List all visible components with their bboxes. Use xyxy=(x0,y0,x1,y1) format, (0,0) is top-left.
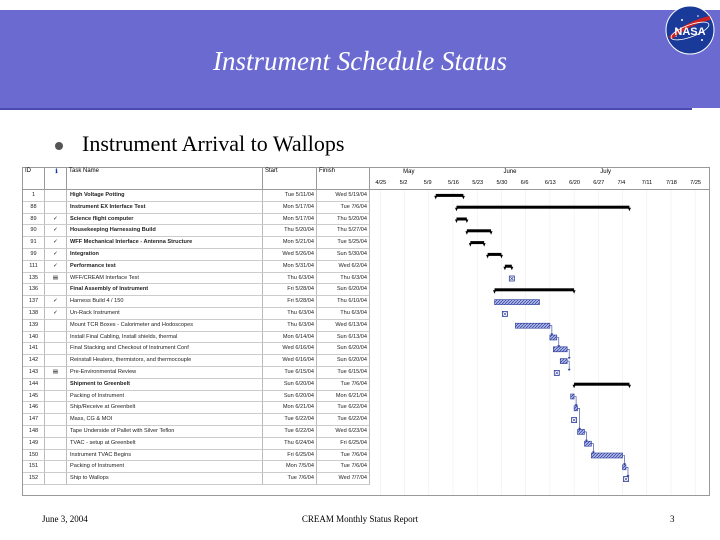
task-name: Ship/Receive at Greenbelt xyxy=(67,402,263,414)
task-indicator-icon: ✓ xyxy=(45,237,67,249)
table-row[interactable] xyxy=(23,225,370,237)
task-name: Housekeeping Harnessing Build xyxy=(67,225,263,237)
task-indicator-icon: ✓ xyxy=(45,261,67,273)
dependency-arrow xyxy=(568,357,571,359)
dependency-link xyxy=(578,408,580,430)
task-indicator-icon xyxy=(45,379,67,391)
gantt-sheet xyxy=(22,167,710,496)
task-bar xyxy=(550,335,557,340)
task-name: Tape Underside of Pallet with Silver Teflon xyxy=(67,426,263,438)
task-finish: Thu 6/3/04 xyxy=(317,273,370,285)
task-name: WFF/CREAM Interface Test xyxy=(67,273,263,285)
task-name: Mount TCR Boxes - Calorimeter and Hodoscopes xyxy=(67,320,263,332)
task-bar xyxy=(560,359,567,364)
task-start: Thu 6/3/04 xyxy=(263,308,317,320)
timescale-header xyxy=(370,168,709,190)
task-name: Harness Build 4 / 150 xyxy=(67,296,263,308)
task-name: Final Assembly of Instrument xyxy=(67,284,263,296)
task-bar xyxy=(553,347,567,352)
summary-bar-end-cap xyxy=(500,255,503,259)
task-indicator-icon xyxy=(45,343,67,355)
task-id: 150 xyxy=(23,450,45,462)
task-start: Tue 6/22/04 xyxy=(263,426,317,438)
task-indicator-icon xyxy=(45,461,67,473)
task-indicator-icon: ✓ xyxy=(45,214,67,226)
task-bar xyxy=(591,453,622,458)
header-start: Start xyxy=(263,168,317,190)
task-name: Packing of Instrument xyxy=(67,391,263,403)
task-indicator-icon xyxy=(45,320,67,332)
task-name: TVAC - setup at Greenbelt xyxy=(67,438,263,450)
task-finish: Sun 6/13/04 xyxy=(317,332,370,344)
task-name: Instrument TVAC Begins xyxy=(67,450,263,462)
task-start: Tue 6/22/04 xyxy=(263,414,317,426)
task-start: Tue 7/6/04 xyxy=(263,473,317,485)
task-id: 146 xyxy=(23,402,45,414)
task-start: Sun 6/20/04 xyxy=(263,391,317,403)
table-row[interactable] xyxy=(23,332,370,344)
task-indicator-icon xyxy=(45,202,67,214)
footer-date: June 3, 2004 xyxy=(42,514,88,524)
task-bar xyxy=(515,323,550,328)
task-id: 152 xyxy=(23,473,45,485)
task-finish: Wed 6/13/04 xyxy=(317,320,370,332)
timescale-week: 5/9 xyxy=(423,180,432,186)
timescale-week: 7/25 xyxy=(690,180,702,186)
table-row[interactable] xyxy=(23,391,370,403)
timescale-week: 6/27 xyxy=(593,180,605,186)
task-indicator-icon: ✓ xyxy=(45,308,67,320)
summary-bar-end-cap xyxy=(628,385,631,389)
task-start: Fri 5/28/04 xyxy=(263,296,317,308)
task-indicator-icon xyxy=(45,414,67,426)
summary-bar-start-cap xyxy=(455,208,458,212)
task-indicator-icon xyxy=(45,391,67,403)
task-id: 148 xyxy=(23,426,45,438)
task-name: Un-Rack Instrument xyxy=(67,308,263,320)
summary-bar-end-cap xyxy=(465,220,468,224)
task-start: Mon 6/21/04 xyxy=(263,402,317,414)
task-id: 90 xyxy=(23,225,45,237)
table-row[interactable] xyxy=(23,450,370,462)
task-indicator-icon: ▤ xyxy=(45,273,67,285)
task-bar xyxy=(571,394,574,399)
table-row[interactable] xyxy=(23,296,370,308)
task-bar xyxy=(578,429,585,434)
task-id: 143 xyxy=(23,367,45,379)
summary-bar-start-cap xyxy=(503,267,506,271)
task-finish: Thu 5/20/04 xyxy=(317,214,370,226)
slide-title: Instrument Schedule Status xyxy=(213,46,507,76)
summary-bar-start-cap xyxy=(455,220,458,224)
task-finish: Tue 7/6/04 xyxy=(317,202,370,214)
task-start: Wed 6/16/04 xyxy=(263,355,317,367)
summary-bar-start-cap xyxy=(469,243,472,247)
task-start: Mon 5/17/04 xyxy=(263,214,317,226)
task-name: WFF Mechanical Interface - Antenna Structure xyxy=(67,237,263,249)
summary-bar xyxy=(436,194,464,197)
summary-bar xyxy=(488,253,502,256)
task-id: 111 xyxy=(23,261,45,273)
table-row[interactable] xyxy=(23,355,370,367)
task-start: Thu 5/20/04 xyxy=(263,225,317,237)
table-row[interactable] xyxy=(23,473,370,485)
summary-bar-start-cap xyxy=(434,196,437,200)
task-bar xyxy=(623,465,626,470)
task-start: Thu 6/24/04 xyxy=(263,438,317,450)
task-finish: Tue 7/6/04 xyxy=(317,379,370,391)
task-indicator-icon xyxy=(45,450,67,462)
task-name: Mass, CG & MOI xyxy=(67,414,263,426)
task-start: Tue 5/11/04 xyxy=(263,190,317,202)
table-row[interactable] xyxy=(23,249,370,261)
svg-text:NASA: NASA xyxy=(674,26,706,38)
task-finish: Tue 6/22/04 xyxy=(317,414,370,426)
timescale-week: 6/20 xyxy=(569,180,580,186)
task-start: Thu 6/3/04 xyxy=(263,320,317,332)
task-id: 136 xyxy=(23,284,45,296)
task-start: Tue 6/15/04 xyxy=(263,367,317,379)
task-id: 145 xyxy=(23,391,45,403)
footer-report-title: CREAM Monthly Status Report xyxy=(301,514,419,524)
table-row[interactable] xyxy=(23,461,370,473)
task-name: Pre-Environmental Review xyxy=(67,367,263,379)
task-indicator-icon xyxy=(45,473,67,485)
task-name: Science flight computer xyxy=(67,214,263,226)
summary-bar-end-cap xyxy=(628,208,631,212)
task-start: Mon 6/14/04 xyxy=(263,332,317,344)
task-id: 151 xyxy=(23,461,45,473)
task-indicator-icon xyxy=(45,426,67,438)
task-start: Fri 6/25/04 xyxy=(263,450,317,462)
summary-bar xyxy=(467,229,491,232)
timescale-week: 4/25 xyxy=(375,180,387,186)
task-finish: Tue 6/15/04 xyxy=(317,367,370,379)
task-indicator-icon xyxy=(45,438,67,450)
task-indicator-icon xyxy=(45,190,67,202)
task-indicator-icon: ▤ xyxy=(45,367,67,379)
task-finish: Fri 6/25/04 xyxy=(317,438,370,450)
summary-bar xyxy=(456,218,466,221)
task-name: Reinstall Heaters, thermistors, and thermocouple xyxy=(67,355,263,367)
task-id: 135 xyxy=(23,273,45,285)
task-start: Mon 5/31/04 xyxy=(263,261,317,273)
table-row[interactable] xyxy=(23,273,370,285)
table-row[interactable] xyxy=(23,414,370,426)
task-start: Thu 6/3/04 xyxy=(263,273,317,285)
task-finish: Tue 7/6/04 xyxy=(317,461,370,473)
task-id: 89 xyxy=(23,214,45,226)
task-bar xyxy=(495,300,540,305)
task-id: 140 xyxy=(23,332,45,344)
summary-bar-end-cap xyxy=(510,267,513,271)
timescale-month: June xyxy=(503,169,517,175)
task-finish: Wed 6/23/04 xyxy=(317,426,370,438)
timescale-month: July xyxy=(600,169,611,175)
table-row[interactable] xyxy=(23,202,370,214)
task-start: Fri 5/28/04 xyxy=(263,284,317,296)
timescale-week: 6/6 xyxy=(520,180,529,186)
task-finish: Sun 5/30/04 xyxy=(317,249,370,261)
task-finish: Tue 6/22/04 xyxy=(317,402,370,414)
table-row[interactable] xyxy=(23,379,370,391)
task-finish: Sun 6/20/04 xyxy=(317,284,370,296)
summary-bar-end-cap xyxy=(483,243,486,247)
task-id: 91 xyxy=(23,237,45,249)
task-finish: Thu 5/27/04 xyxy=(317,225,370,237)
task-indicator-icon xyxy=(45,402,67,414)
task-id: 137 xyxy=(23,296,45,308)
table-row[interactable] xyxy=(23,402,370,414)
nasa-logo xyxy=(664,4,716,56)
timescale-week: 7/18 xyxy=(665,180,677,186)
table-row[interactable] xyxy=(23,284,370,296)
table-row[interactable] xyxy=(23,237,370,249)
table-row[interactable] xyxy=(23,190,370,202)
table-row[interactable] xyxy=(23,261,370,273)
summary-bar-start-cap xyxy=(573,385,576,389)
table-row[interactable] xyxy=(23,438,370,450)
task-name: Performance test xyxy=(67,261,263,273)
task-finish: Sun 6/20/04 xyxy=(317,343,370,355)
banner-underline xyxy=(0,108,692,110)
task-finish: Mon 6/21/04 xyxy=(317,391,370,403)
task-start: Sun 6/20/04 xyxy=(263,379,317,391)
summary-bar-start-cap xyxy=(486,255,489,259)
task-bar xyxy=(574,406,577,411)
task-finish: Thu 6/10/04 xyxy=(317,296,370,308)
task-name: Instrument EX Interface Test xyxy=(67,202,263,214)
timescale-week: 6/13 xyxy=(544,180,556,186)
task-id: 1 xyxy=(23,190,45,202)
task-id: 142 xyxy=(23,355,45,367)
task-id: 138 xyxy=(23,308,45,320)
task-finish: Tue 5/25/04 xyxy=(317,237,370,249)
summary-bar xyxy=(495,288,575,291)
task-finish: Wed 6/2/04 xyxy=(317,261,370,273)
task-finish: Thu 6/3/04 xyxy=(317,308,370,320)
task-id: 149 xyxy=(23,438,45,450)
task-indicator-icon: ✓ xyxy=(45,225,67,237)
summary-bar xyxy=(470,241,484,244)
bullet-dot xyxy=(55,142,63,150)
task-indicator-icon xyxy=(45,284,67,296)
task-id: 88 xyxy=(23,202,45,214)
summary-bar-start-cap xyxy=(465,231,468,235)
table-row[interactable] xyxy=(23,320,370,332)
task-start: Mon 5/17/04 xyxy=(263,202,317,214)
table-row[interactable] xyxy=(23,426,370,438)
gantt-chart xyxy=(370,190,709,495)
summary-bar-end-cap xyxy=(490,231,493,235)
task-indicator-icon: ✓ xyxy=(45,249,67,261)
header-indicator-icon: ℹ xyxy=(45,168,67,190)
task-start: Mon 7/5/04 xyxy=(263,461,317,473)
task-bar xyxy=(584,441,591,446)
task-indicator-icon: ✓ xyxy=(45,296,67,308)
summary-bar-end-cap xyxy=(573,290,576,294)
task-finish: Sun 6/20/04 xyxy=(317,355,370,367)
table-row[interactable] xyxy=(23,214,370,226)
task-start: Mon 5/21/04 xyxy=(263,237,317,249)
timescale-week: 5/23 xyxy=(472,180,484,186)
timescale-week: 5/2 xyxy=(399,180,408,186)
dependency-arrow xyxy=(568,369,571,371)
task-id: 141 xyxy=(23,343,45,355)
task-id: 139 xyxy=(23,320,45,332)
summary-bar-end-cap xyxy=(462,196,465,200)
timescale-week: 5/16 xyxy=(448,180,459,186)
task-name: Integration xyxy=(67,249,263,261)
task-name: Install Final Cabling, Install shields, thermal xyxy=(67,332,263,344)
task-id: 147 xyxy=(23,414,45,426)
task-finish: Wed 5/19/04 xyxy=(317,190,370,202)
table-row[interactable] xyxy=(23,308,370,320)
task-name: Ship to Wallops xyxy=(67,473,263,485)
footer-page-number: 3 xyxy=(670,514,675,524)
task-start: Wed 5/26/04 xyxy=(263,249,317,261)
timescale-week: 5/30 xyxy=(496,180,508,186)
table-row[interactable] xyxy=(23,343,370,355)
task-name: Final Stacking and Checkout of Instrument Conf xyxy=(67,343,263,355)
summary-bar-start-cap xyxy=(493,290,496,294)
header-task-name: Task Name xyxy=(67,168,263,190)
timescale-week: 7/11 xyxy=(641,180,653,186)
task-id: 99 xyxy=(23,249,45,261)
task-start: Wed 6/16/04 xyxy=(263,343,317,355)
header-finish: Finish xyxy=(317,168,370,190)
summary-bar xyxy=(456,206,629,209)
task-id: 144 xyxy=(23,379,45,391)
task-indicator-icon xyxy=(45,355,67,367)
task-name: High Voltage Potting xyxy=(67,190,263,202)
slide-subtitle: Instrument Arrival to Wallops xyxy=(82,131,345,156)
task-name: Shipment to Greenbelt xyxy=(67,379,263,391)
task-indicator-icon xyxy=(45,332,67,344)
task-finish: Wed 7/7/04 xyxy=(317,473,370,485)
timescale-month: May xyxy=(403,169,415,175)
summary-bar xyxy=(574,383,629,386)
task-name: Packing of Instrument xyxy=(67,461,263,473)
task-finish: Tue 7/6/04 xyxy=(317,450,370,462)
header-id: ID xyxy=(23,168,45,190)
table-row[interactable] xyxy=(23,367,370,379)
timescale-week: 7/4 xyxy=(617,180,626,186)
